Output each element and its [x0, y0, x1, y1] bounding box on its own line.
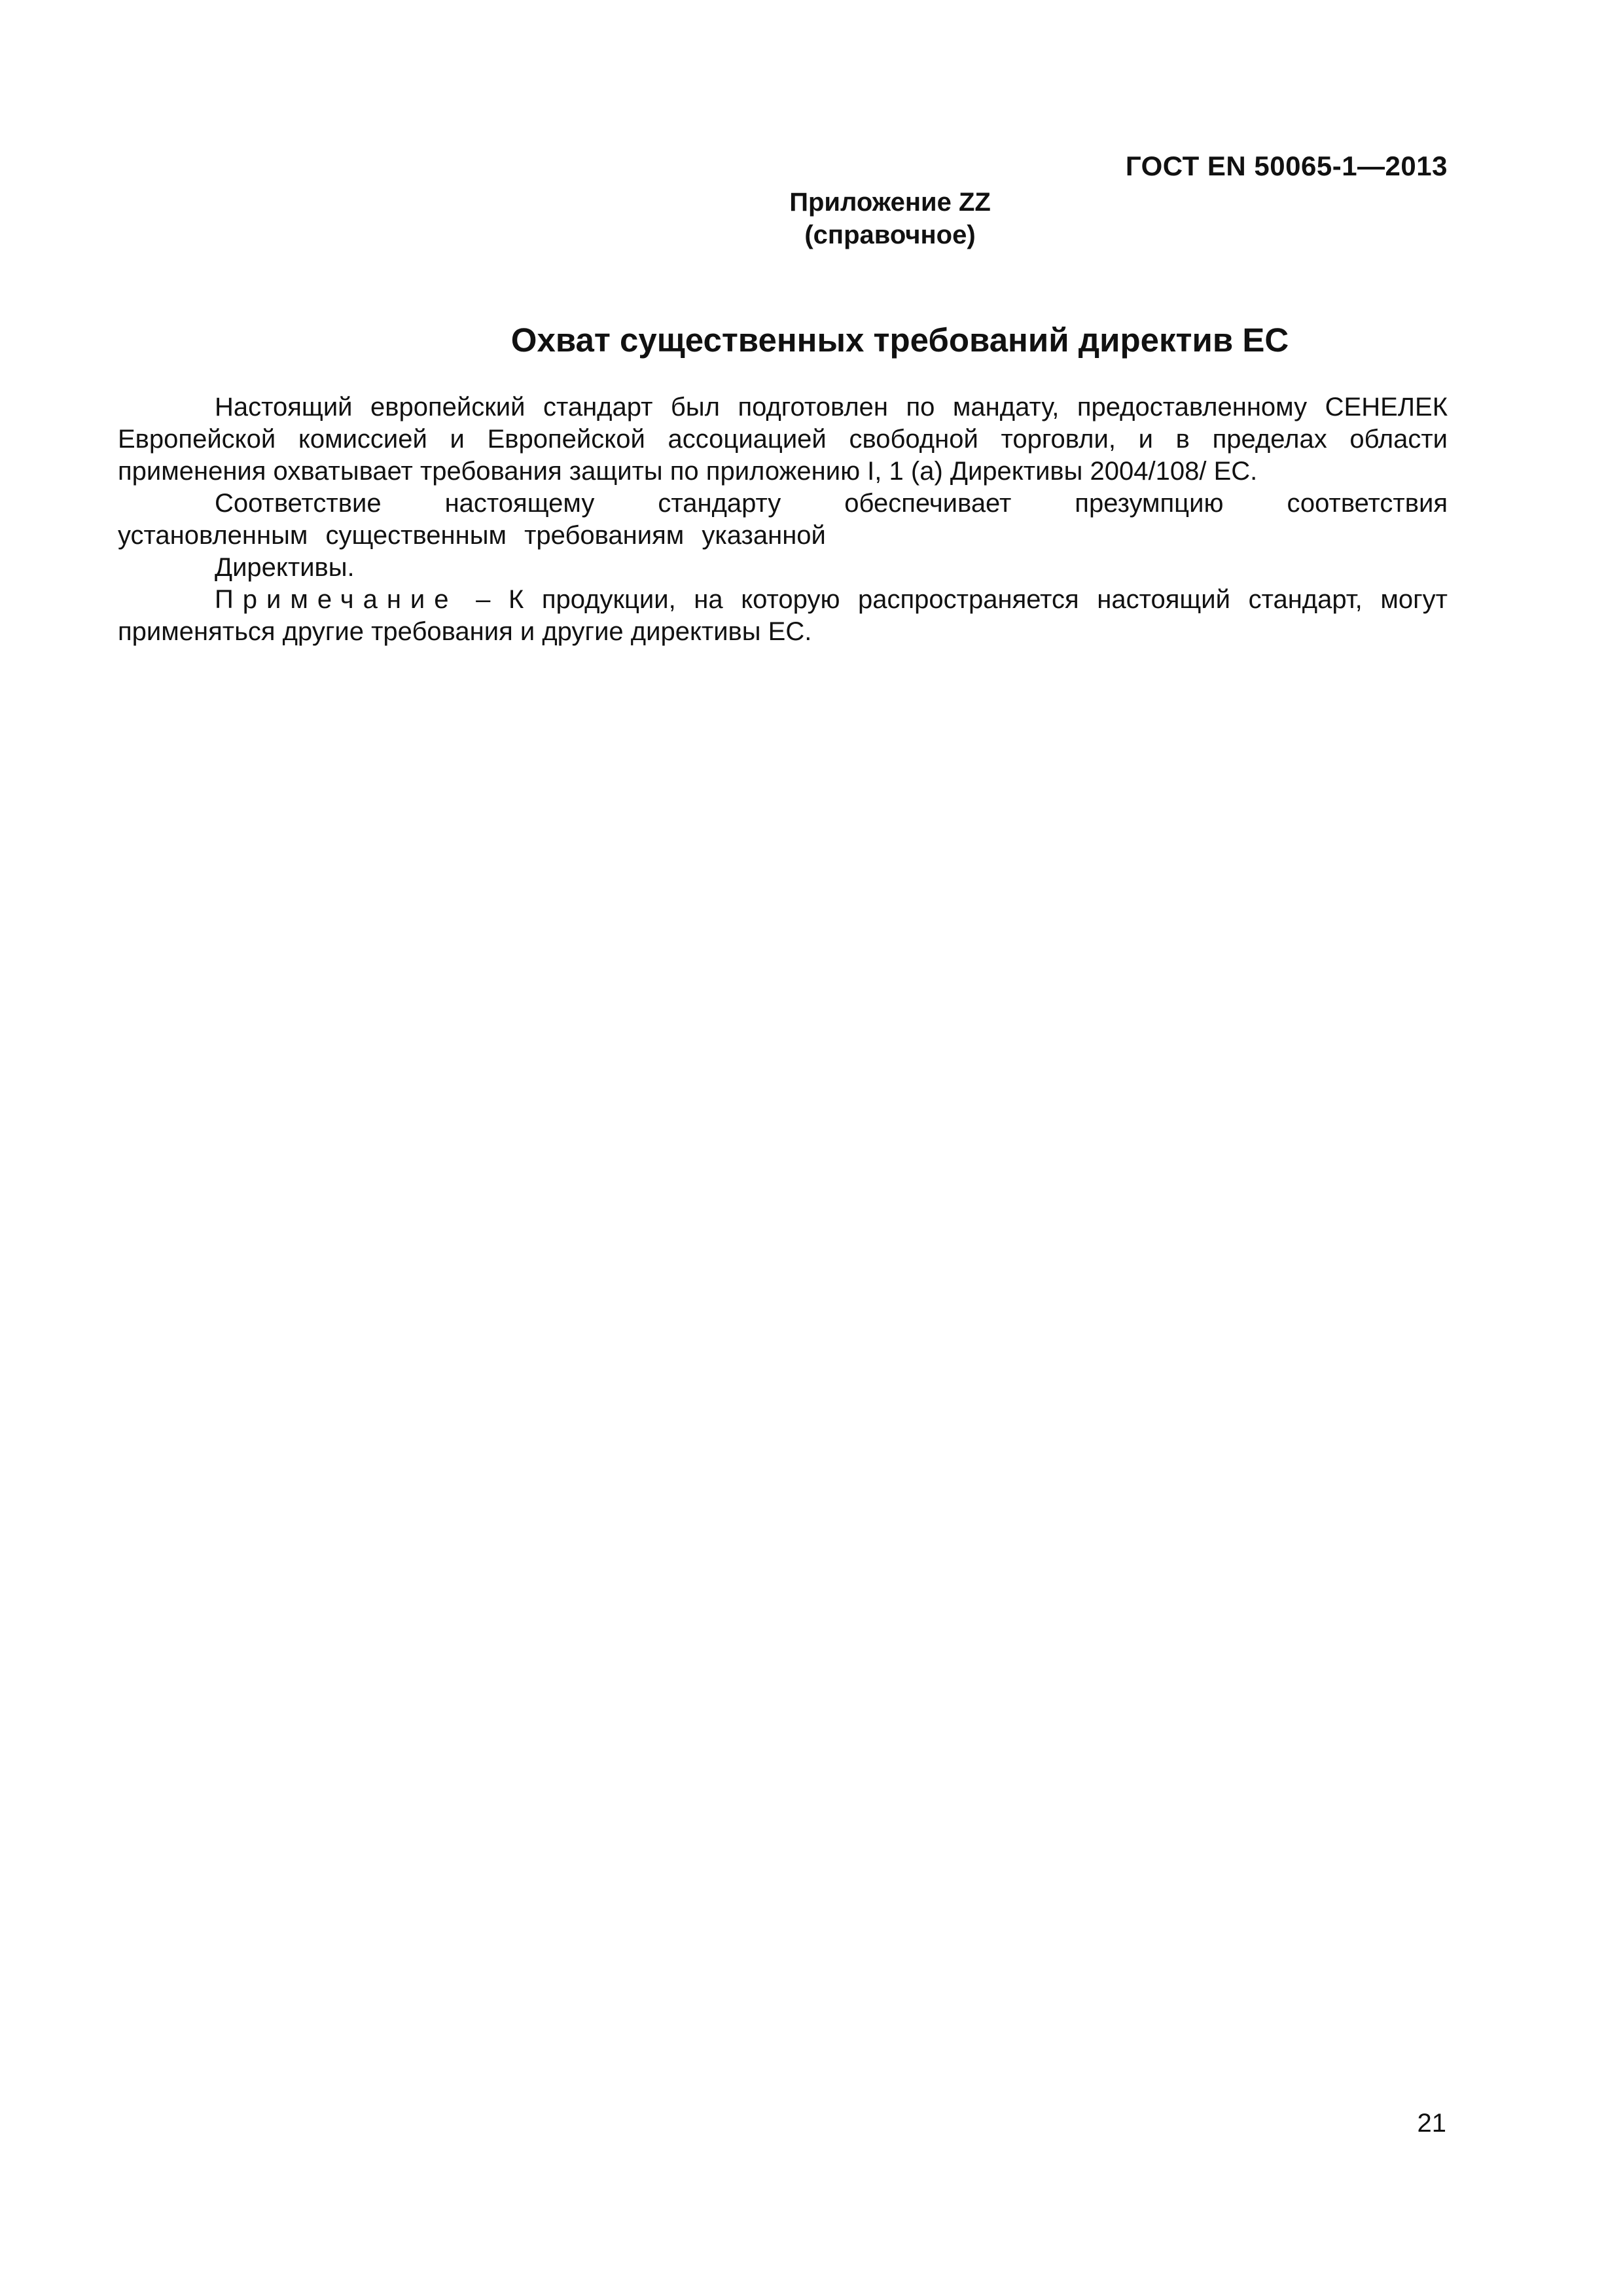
- page-number: 21: [1417, 2109, 1446, 2138]
- standard-code: ГОСТ EN 50065-1—2013: [1125, 151, 1448, 181]
- note-label: Примечание: [215, 585, 458, 614]
- note-text: – К продукции, на которую распространяется настоящий стандарт, могут применяться другие требования и другие директивы ЕС.: [118, 585, 1448, 646]
- document-body: [118, 391, 1448, 648]
- paragraph-conformity-line1: Соответствие настоящему стандарту обеспечивает презумпцию соответствия: [215, 489, 1448, 518]
- note-paragraph: [118, 584, 1448, 648]
- paragraph-conformity-line3: Директивы.: [215, 553, 355, 582]
- appendix-heading: [0, 186, 1623, 251]
- paragraph-mandate: Настоящий европейский стандарт был подготовлен по мандату, предоставленному СЕНЕЛЕК Европейской комиссией и Европейской ассоциацией свободной торговли, и в пределах области применения охватывает требования защиты по приложению I, 1 (a) Директивы 2004/108/ ЕС.: [118, 393, 1448, 486]
- document-title: Охват существенных требований директив ЕС: [510, 321, 1289, 359]
- appendix-kind: (справочное): [804, 221, 976, 249]
- paragraph-conformity-line2: [118, 520, 1448, 552]
- appendix-label: Приложение ZZ: [789, 188, 991, 217]
- conformity-line2-text: установленным существенным требованиям указанной: [118, 521, 826, 550]
